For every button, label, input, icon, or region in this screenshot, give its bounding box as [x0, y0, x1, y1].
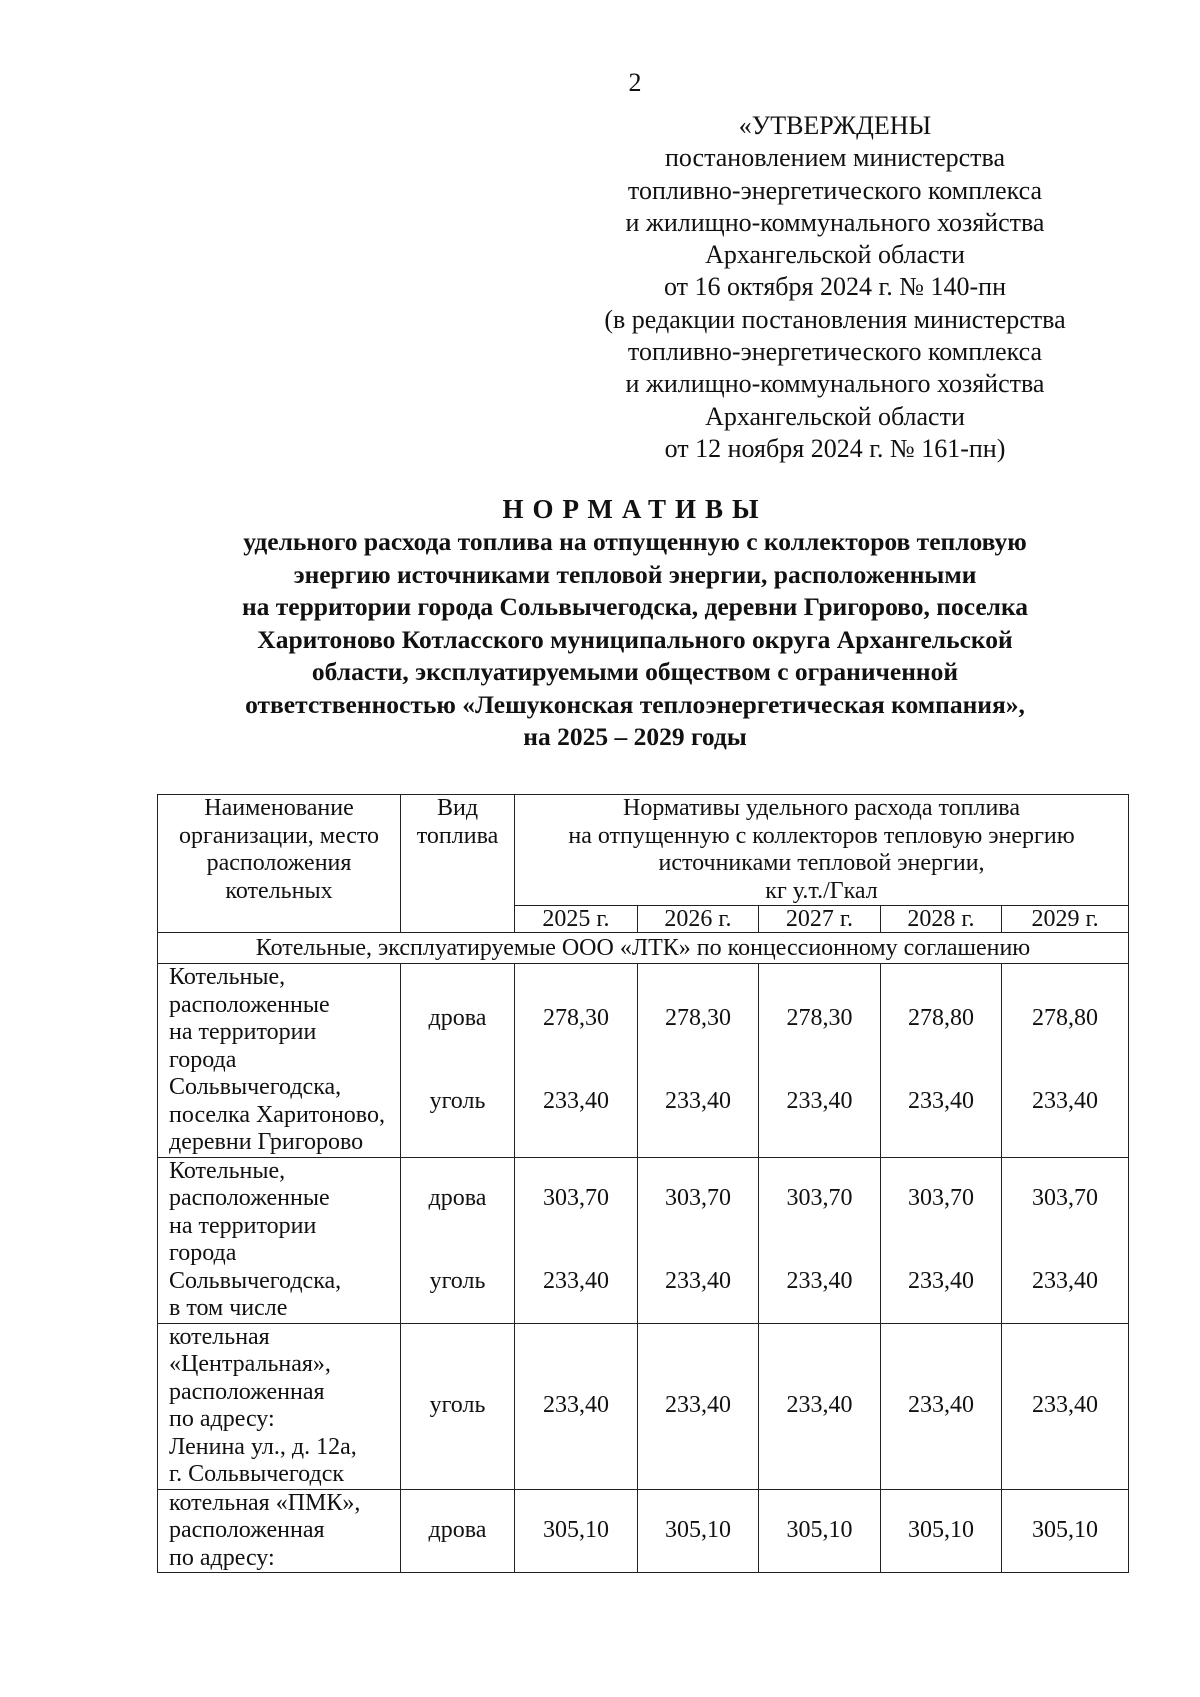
value-cell: 305,10 — [515, 1489, 638, 1573]
value-cell: 233,40 — [759, 1323, 881, 1489]
heading-line: области, эксплуатируемыми обществом с ограниченной — [311, 657, 959, 686]
header-year: 2027 г. — [759, 906, 881, 933]
fuel-type-cell: дрова — [401, 1489, 515, 1573]
approval-line: и жилищно-коммунального хозяйства — [625, 207, 1045, 237]
approval-line: топливно-энергетического комплекса — [627, 337, 1043, 367]
fuel-type-cell: уголь — [401, 1323, 515, 1489]
page-number: 2 — [628, 68, 642, 97]
heading-line: ответственностью «Лешуконская теплоэнергетическая компания», — [245, 689, 1025, 719]
approval-line: от 12 ноября 2024 г. № 161-пн) — [664, 433, 1006, 463]
table-row — [158, 1489, 1129, 1573]
value-cell: 233,40 — [638, 1323, 759, 1489]
value-cell: 305,10 — [1002, 1489, 1129, 1573]
heading-line: Харитоново Котласского муниципального округа Архангельской — [257, 624, 1013, 654]
approval-stamp — [540, 110, 1130, 465]
header-org-name: Наименование организации, место расположения котельных — [158, 795, 401, 933]
norms-table — [157, 794, 1129, 1573]
table-row — [158, 1323, 1129, 1489]
heading-line: энергию источниками тепловой энергии, расположенными — [293, 559, 977, 589]
value-cell: 278,30 233,40 — [759, 964, 881, 1158]
boiler-name: котельная «ПМК», расположенная по адресу: — [158, 1489, 401, 1573]
approval-line: (в редакции постановления министерства — [604, 304, 1066, 334]
section-title: Котельные, эксплуатируемые ООО «ЛТК» по концессионному соглашению — [158, 933, 1129, 964]
boiler-name: котельная «Центральная», расположенная по адресу: Ленина ул., д. 12а, г. Сольвычегодск — [158, 1323, 401, 1489]
value-cell: 233,40 — [881, 1323, 1002, 1489]
value-cell: 278,80 233,40 — [881, 964, 1002, 1158]
value-cell: 233,40 — [1002, 1323, 1129, 1489]
heading-line: удельного расхода топлива на отпущенную с коллекторов тепловую — [243, 527, 1027, 556]
approval-line: постановлением министерства — [664, 143, 1006, 173]
table-row — [158, 964, 1129, 1158]
boiler-name: Котельные, расположенные на территории города Сольвычегодска, поселка Харитоново, деревни Григорово — [158, 964, 401, 1158]
value-cell: 233,40 — [515, 1323, 638, 1489]
approval-line: Архангельской области — [705, 401, 965, 431]
approval-line: топливно-энергетического комплекса — [627, 175, 1043, 205]
value-cell: 278,30 233,40 — [638, 964, 759, 1158]
value-cell: 303,70 233,40 — [881, 1157, 1002, 1323]
header-fuel-type: Вид топлива — [401, 795, 515, 933]
header-year: 2029 г. — [1002, 906, 1129, 933]
value-cell: 303,70 233,40 — [515, 1157, 638, 1323]
value-cell: 303,70 233,40 — [638, 1157, 759, 1323]
header-norms: Нормативы удельного расхода топлива на отпущенную с коллекторов тепловую энергию источниками тепловой энергии, кг у.т./Гкал — [515, 795, 1129, 906]
value-cell: 278,30 233,40 — [515, 964, 638, 1158]
approval-line: от 16 октября 2024 г. № 140-пн — [664, 272, 1006, 302]
approval-line: Архангельской области — [705, 240, 965, 270]
fuel-type-cell: дрова уголь — [401, 964, 515, 1158]
value-cell: 305,10 — [759, 1489, 881, 1573]
fuel-type-cell: дрова уголь — [401, 1157, 515, 1323]
heading-line: на территории города Сольвычегодска, деревни Григорово, поселка — [241, 592, 1029, 621]
approval-line: и жилищно-коммунального хозяйства — [625, 369, 1045, 399]
document-heading — [130, 492, 1140, 754]
value-cell: 278,80 233,40 — [1002, 964, 1129, 1158]
value-cell: 305,10 — [638, 1489, 759, 1573]
header-year: 2026 г. — [638, 906, 759, 933]
table-header-row — [158, 795, 1129, 906]
value-cell: 303,70 233,40 — [1002, 1157, 1129, 1323]
approval-line: «УТВЕРЖДЕНЫ — [738, 111, 932, 140]
table-row — [158, 1157, 1129, 1323]
section-row — [158, 933, 1129, 964]
header-year: 2025 г. — [515, 906, 638, 933]
boiler-name: Котельные, расположенные на территории города Сольвычегодска, в том числе — [158, 1157, 401, 1323]
value-cell: 303,70 233,40 — [759, 1157, 881, 1323]
heading-line: на 2025 – 2029 годы — [523, 722, 747, 751]
value-cell: 305,10 — [881, 1489, 1002, 1573]
document-title: НОРМАТИВЫ — [502, 494, 768, 524]
header-year: 2028 г. — [881, 906, 1002, 933]
